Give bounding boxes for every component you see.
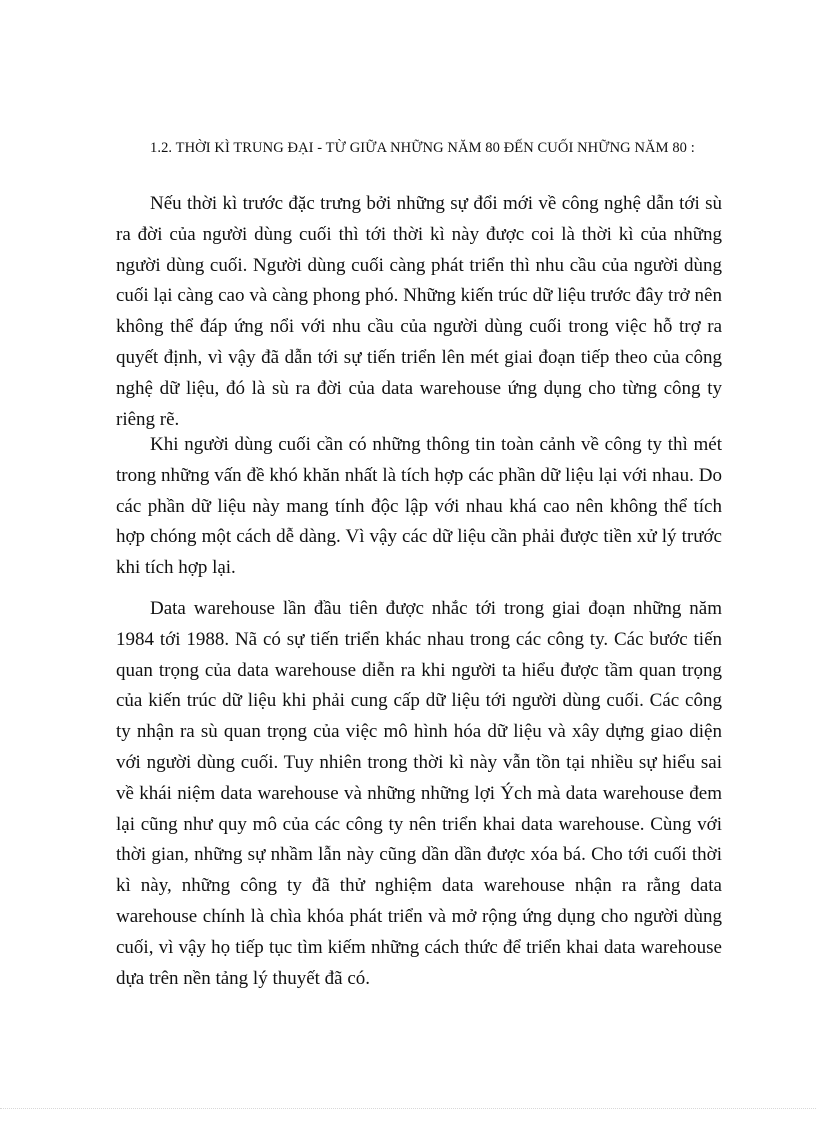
paragraph-data-integration: Khi người dùng cuối cần có những thông tin toàn cảnh về công ty thì mét trong những vấn đề khó khăn nhất là tích hợp các phần dữ liệu lại với nhau. Do các phần dữ liệu này mang tính độc lập với nhau khá cao nên không thể tích hợp chóng một cách dễ dàng. Vì vậy các dữ liệu cần phải được tiền xử lý trước khi tích hợp lại. xyxy=(116,434,722,579)
paragraph-data-warehouse-history: Data warehouse lần đầu tiên được nhắc tới trong giai đoạn những năm 1984 tới 1988. Nã có sự tiến triển khác nhau trong các công ty. Các bước tiến quan trọng của data warehouse diễn ra khi người ta hiểu được tầm quan trọng của kiến trúc dữ liệu khi phải cung cấp dữ liệu tới người dùng cuối. Các công ty nhận ra sù quan trọng của việc mô hình hóa dữ liệu và xây dựng giao diện với người dùng cuối. Tuy nhiên trong thời kì này vẫn tồn tại nhiều sự hiểu sai về khái niệm data warehouse và những những lợi Ých mà data warehouse đem lại cũng như quy mô của các công ty nên triển khai data warehouse. Cùng với thời gian, những sự nhầm lẫn này cũng dần dần được xóa bá. Cho tới cuối thời kì này, những công ty đã thử nghiệm data warehouse nhận ra rằng data warehouse chính là chìa khóa phát triển và mở rộng ứng dụng cho người dùng cuối, vì vậy họ tiếp tục tìm kiếm những cách thức để triển khai data warehouse dựa trên nền tảng lý thuyết đã có. xyxy=(116,598,722,989)
page-bottom-divider xyxy=(0,1108,816,1109)
section-heading: 1.2. THỜI KÌ TRUNG ĐẠI - TỪ GIỮA NHỮNG NĂM 80 ĐẾN CUỐI NHỮNG NĂM 80 : xyxy=(150,140,695,156)
paragraph-end-users-era: Nếu thời kì trước đặc trưng bởi những sự đổi mới về công nghệ dẫn tới sù ra đời của người dùng cuối thì tới thời kì này được coi là thời kì của những người dùng cuối. Người dùng cuối càng phát triển thì nhu cầu của người dùng cuối lại càng cao và càng phong phó. Những kiến trúc dữ liệu trước đây trở nên không thể đáp ứng nổi với nhu cầu của người dùng cuối trong việc hỗ trợ ra quyết định, vì vậy đã dẫn tới sự tiến triển lên mét giai đoạn tiếp theo của công nghệ dữ liệu, đó là sù ra đời của data warehouse ứng dụng cho từng công ty riêng rẽ. xyxy=(116,193,722,430)
